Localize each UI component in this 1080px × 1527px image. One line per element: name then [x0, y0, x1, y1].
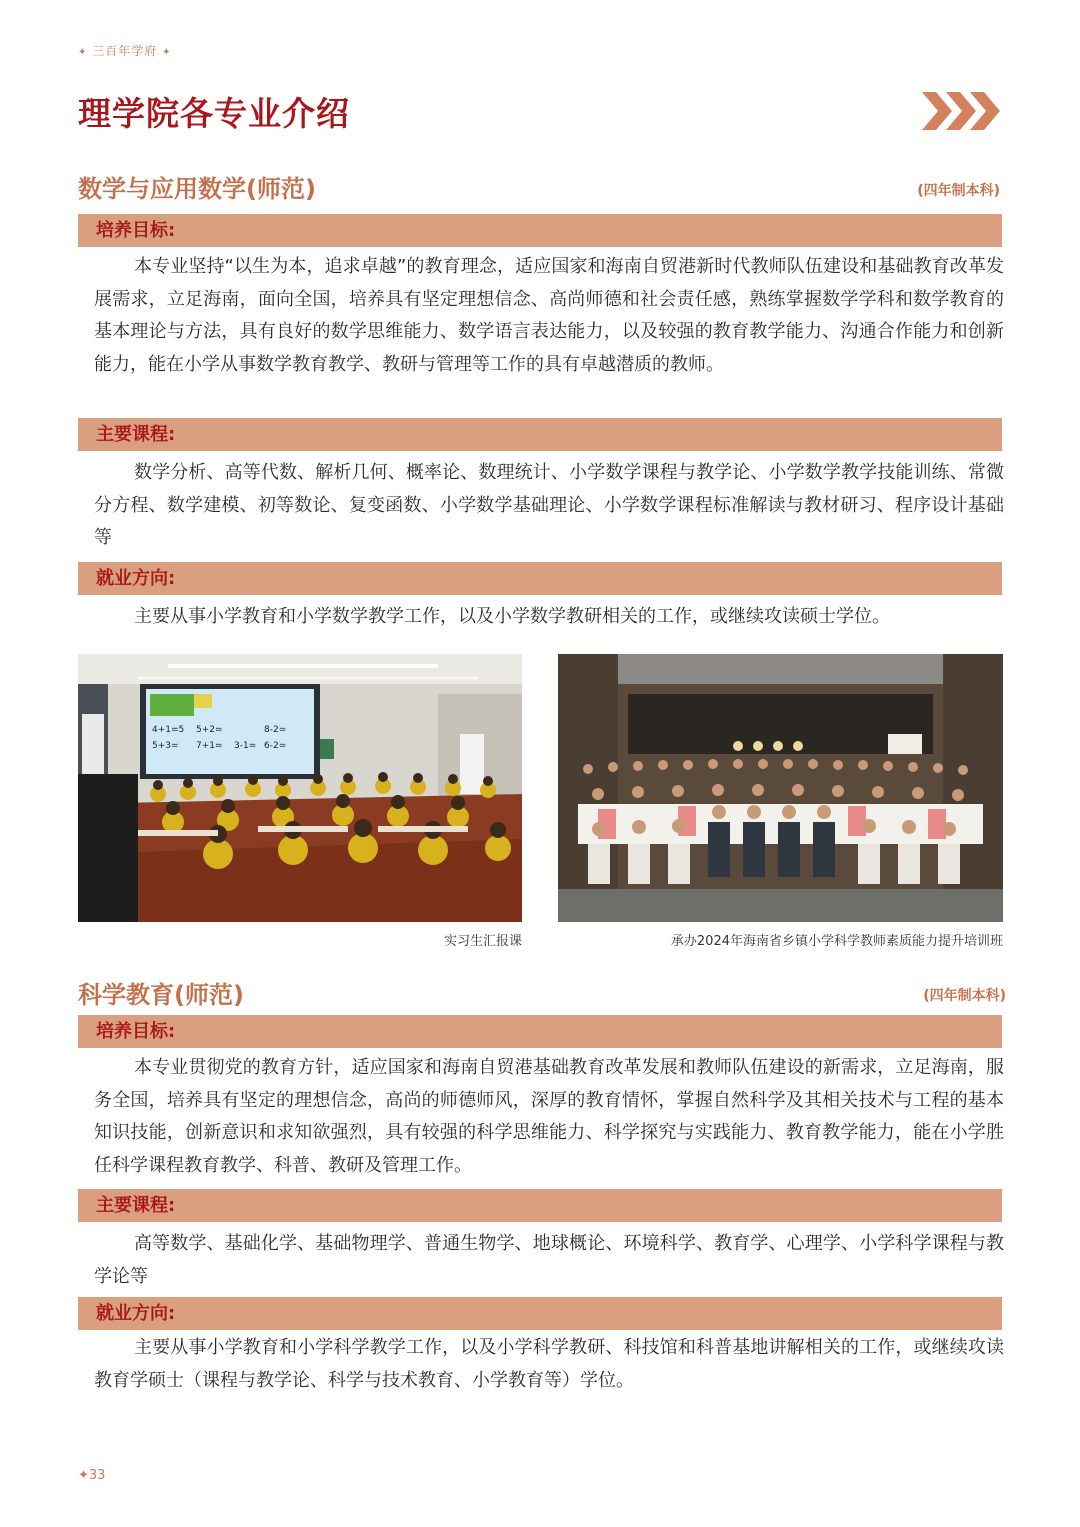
page-number	[78, 1468, 105, 1483]
section-bar-goals: 培养目标:	[78, 214, 1002, 247]
diamond-icon: ✦	[162, 47, 172, 58]
photo-caption-training: 承办2024年海南省乡镇小学科学教师素质能力提升培训班	[670, 934, 1003, 949]
section-bar-courses: 主要课程:	[78, 1189, 1002, 1222]
section-text-courses: 数学分析、高等代数、解析几何、概率论、数理统计、小学数学课程与教学论、小学数学教学技能训练、常微分方程、数学建模、初等数论、复变函数、小学数学基础理论、小学数学课程标准解读与教材研习、程序设计基础等	[94, 462, 1004, 549]
section-bar-career: 就业方向:	[78, 562, 1002, 595]
board-eq-5: 3-1=	[234, 741, 257, 751]
board-eq-4: 7+1=	[196, 741, 223, 751]
board-eq-3: 5+3=	[152, 741, 179, 751]
section-text-career: 主要从事小学教育和小学科学教学工作，以及小学科学教研、科技馆和科普基地讲解相关的工作，或继续攻读教育学硕士（课程与教学论、科学与技术教育、小学教育等）学位。	[94, 1337, 1004, 1391]
group-photo	[558, 654, 1003, 922]
photo-caption-classroom: 实习生汇报课	[443, 934, 522, 949]
section-text-career: 主要从事小学教育和小学数学教学工作，以及小学数学教研相关的工作，或继续攻读硕士学位。	[134, 606, 890, 627]
brand-label: 三百年学府	[92, 44, 158, 58]
chevrons-right-icon	[922, 92, 1004, 130]
diamond-icon: ✦	[78, 1468, 89, 1483]
section-text-goals: 本专业坚持“以生为本，追求卓越”的教育理念，适应国家和海南自贸港新时代教师队伍建设和基础教育改革发展需求，立足海南，面向全国，培养具有坚定理想信念、高尚师德和社会责任感，熟练掌握数学学科和数学教育的基本理论与方法，具有良好的数学思维能力、数学语言表达能力，以及较强的教育教学能力、沟通合作能力和创新能力，能在小学从事数学教育教学、教研与管理等工作的具有卓越潜质的教师。	[94, 256, 1004, 376]
page-title: 理学院各专业介绍	[78, 94, 350, 133]
major-title-math: 数学与应用数学(师范)	[78, 175, 316, 203]
section-text-goals: 本专业贯彻党的教育方针，适应国家和海南自贸港基础教育改革发展和教师队伍建设的新需求，立足海南，服务全国，培养具有坚定的理想信念，高尚的师德师风，深厚的教育情怀，掌握自然科学及其相关技术与工程的基本知识技能，创新意识和求知欲强烈，具有较强的科学思维能力、科学探究与实践能力、教育教学能力，能在小学胜任科学课程教育教学、科普、教研及管理工作。	[94, 1057, 1004, 1177]
board-eq-0: 4+1=5	[152, 725, 185, 735]
major-tag-math: (四年制本科)	[917, 183, 1000, 199]
page-number-value: 33	[88, 1468, 106, 1483]
classroom-photo	[78, 654, 522, 922]
section-bar-career: 就业方向:	[78, 1297, 1002, 1330]
section-text-courses: 高等数学、基础化学、基础物理学、普通生物学、地球概论、环境科学、教育学、心理学、小学科学课程与教学论等	[94, 1233, 1004, 1287]
section-bar-goals: 培养目标:	[78, 1015, 1002, 1048]
diamond-icon: ✦	[78, 47, 88, 58]
major-tag-science: (四年制本科)	[923, 988, 1006, 1004]
board-eq-6: 6-2=	[264, 741, 287, 751]
group-illustration	[558, 654, 1003, 922]
section-bar-courses: 主要课程:	[78, 418, 1002, 451]
major-title-science: 科学教育(师范)	[78, 981, 244, 1009]
brand-header	[78, 42, 171, 59]
board-eq-2: 8-2=	[264, 725, 287, 735]
board-eq-1: 5+2=	[196, 725, 223, 735]
classroom-illustration	[78, 654, 522, 922]
